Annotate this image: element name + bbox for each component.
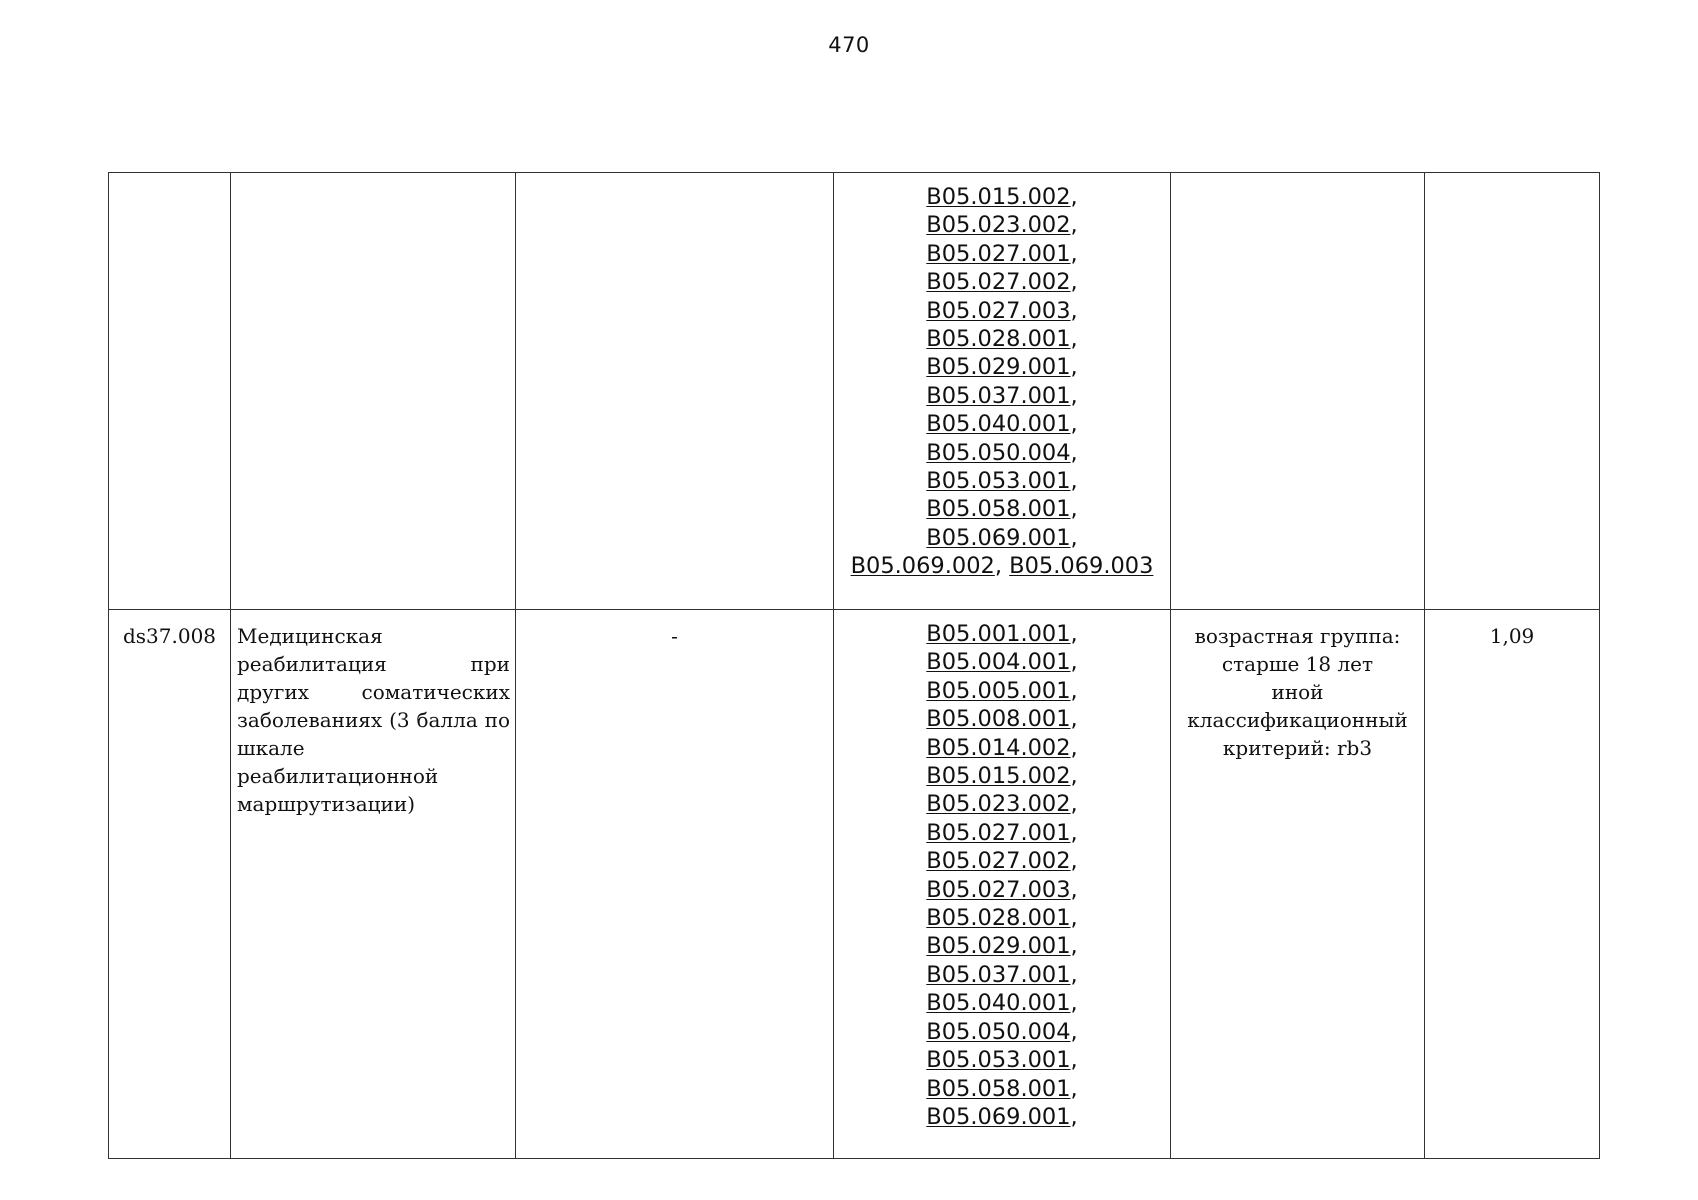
code-line: B05.028.001, <box>926 905 1078 932</box>
page-number: 470 <box>828 33 870 57</box>
service-code-link[interactable]: B05.001.001 <box>926 621 1071 647</box>
row-name-cell <box>231 173 516 610</box>
row-name-cell: Медицинская реабилитация при других соматических заболеваниях (3 балла по шкале реабилитационной маршрутизации) <box>231 610 516 1159</box>
row-codes-cell <box>834 173 1171 610</box>
code-line: B05.014.002, <box>926 734 1078 761</box>
service-code-link[interactable]: B05.040.001 <box>926 411 1071 438</box>
code-line: B05.053.001, <box>926 1047 1078 1074</box>
code-line: B05.058.001, <box>926 496 1078 523</box>
code-line: B05.015.002, <box>926 184 1078 210</box>
service-code-link[interactable]: B05.014.002 <box>926 734 1071 761</box>
service-code-link[interactable]: B05.023.002 <box>926 791 1071 818</box>
service-code-link[interactable]: B05.069.002 <box>850 553 995 580</box>
row-coefficient-cell: 1,09 <box>1425 610 1600 1159</box>
code-line: B05.027.002, <box>926 848 1078 875</box>
service-code-link[interactable]: B05.027.002 <box>926 848 1071 875</box>
service-code-link[interactable]: B05.037.001 <box>926 382 1071 409</box>
criteria-line: иной <box>1271 680 1324 704</box>
code-line: B05.005.001, <box>926 677 1078 704</box>
code-line: B05.069.002, B05.069.003 <box>850 553 1154 580</box>
service-code-link[interactable]: B05.058.001 <box>926 1075 1071 1102</box>
code-line: B05.050.004, <box>926 439 1078 466</box>
table-row <box>109 610 1600 1159</box>
service-code-link[interactable]: B05.040.001 <box>926 990 1071 1017</box>
service-code-link[interactable]: B05.015.002 <box>926 184 1071 210</box>
row-id-cell: ds37.008 <box>109 610 231 1159</box>
service-code-link[interactable]: B05.058.001 <box>926 496 1071 523</box>
code-line: B05.027.001, <box>926 240 1078 267</box>
service-code-link[interactable]: B05.029.001 <box>926 933 1071 960</box>
code-line: B05.037.001, <box>926 382 1078 409</box>
service-code-link[interactable]: B05.029.001 <box>926 354 1071 381</box>
code-line: B05.040.001, <box>926 411 1078 438</box>
row-criteria-cell <box>1171 173 1425 610</box>
tariff-table <box>108 172 1600 1159</box>
code-line: B05.053.001, <box>926 468 1078 495</box>
service-code-link[interactable]: B05.027.003 <box>926 297 1071 324</box>
service-code-link[interactable]: B05.027.001 <box>926 819 1071 846</box>
row-criteria-cell <box>1171 610 1425 1159</box>
code-line: B05.027.001, <box>926 819 1078 846</box>
code-line: B05.027.003, <box>926 297 1078 324</box>
service-code-link[interactable]: B05.053.001 <box>926 468 1071 495</box>
service-code-link[interactable]: B05.004.001 <box>926 649 1071 676</box>
service-code-link[interactable]: B05.028.001 <box>926 905 1071 932</box>
service-code-link[interactable]: B05.069.003 <box>1009 553 1154 580</box>
code-line: B05.037.001, <box>926 961 1078 988</box>
code-line: B05.029.001, <box>926 354 1078 381</box>
code-line: B05.028.001, <box>926 326 1078 353</box>
service-code-link[interactable]: B05.008.001 <box>926 706 1071 733</box>
table-row <box>109 173 1600 610</box>
code-line: B05.001.001, <box>926 621 1078 647</box>
criteria-line: критерий: rb3 <box>1222 736 1373 760</box>
code-line: B05.015.002, <box>926 763 1078 790</box>
code-line: B05.040.001, <box>926 990 1078 1017</box>
service-code-link[interactable]: B05.023.002 <box>926 212 1071 239</box>
code-line: B05.023.002, <box>926 791 1078 818</box>
code-line: B05.027.003, <box>926 876 1078 903</box>
service-code-link[interactable]: B05.027.001 <box>926 240 1071 267</box>
row-id-cell <box>109 173 231 610</box>
code-line: B05.050.004, <box>926 1018 1078 1045</box>
row-mkb-cell <box>516 173 834 610</box>
service-code-link[interactable]: B05.037.001 <box>926 961 1071 988</box>
row-coefficient-cell <box>1425 173 1600 610</box>
service-code-link[interactable]: B05.069.001 <box>926 1103 1071 1130</box>
criteria-line: возрастная группа: <box>1194 624 1401 648</box>
row-codes-cell <box>834 610 1171 1159</box>
code-line: B05.008.001, <box>926 706 1078 733</box>
code-line: B05.027.002, <box>926 269 1078 296</box>
service-code-link[interactable]: B05.005.001 <box>926 677 1071 704</box>
row-mkb-cell: - <box>516 610 834 1159</box>
code-line: B05.058.001, <box>926 1075 1078 1102</box>
service-code-link[interactable]: B05.050.004 <box>926 1018 1071 1045</box>
code-line: B05.069.001, <box>926 1103 1078 1130</box>
service-code-link[interactable]: B05.050.004 <box>926 439 1071 466</box>
criteria-line: старше 18 лет <box>1221 652 1374 676</box>
service-code-link[interactable]: B05.027.002 <box>926 269 1071 296</box>
service-code-link[interactable]: B05.028.001 <box>926 326 1071 353</box>
service-code-link[interactable]: B05.027.003 <box>926 876 1071 903</box>
code-line: B05.023.002, <box>926 212 1078 239</box>
code-line: B05.029.001, <box>926 933 1078 960</box>
service-code-link[interactable]: B05.015.002 <box>926 763 1071 790</box>
code-line: B05.069.001, <box>926 524 1078 551</box>
service-code-link[interactable]: B05.053.001 <box>926 1047 1071 1074</box>
code-line: B05.004.001, <box>926 649 1078 676</box>
criteria-line: классификационный <box>1187 708 1408 732</box>
service-code-link[interactable]: B05.069.001 <box>926 524 1071 551</box>
